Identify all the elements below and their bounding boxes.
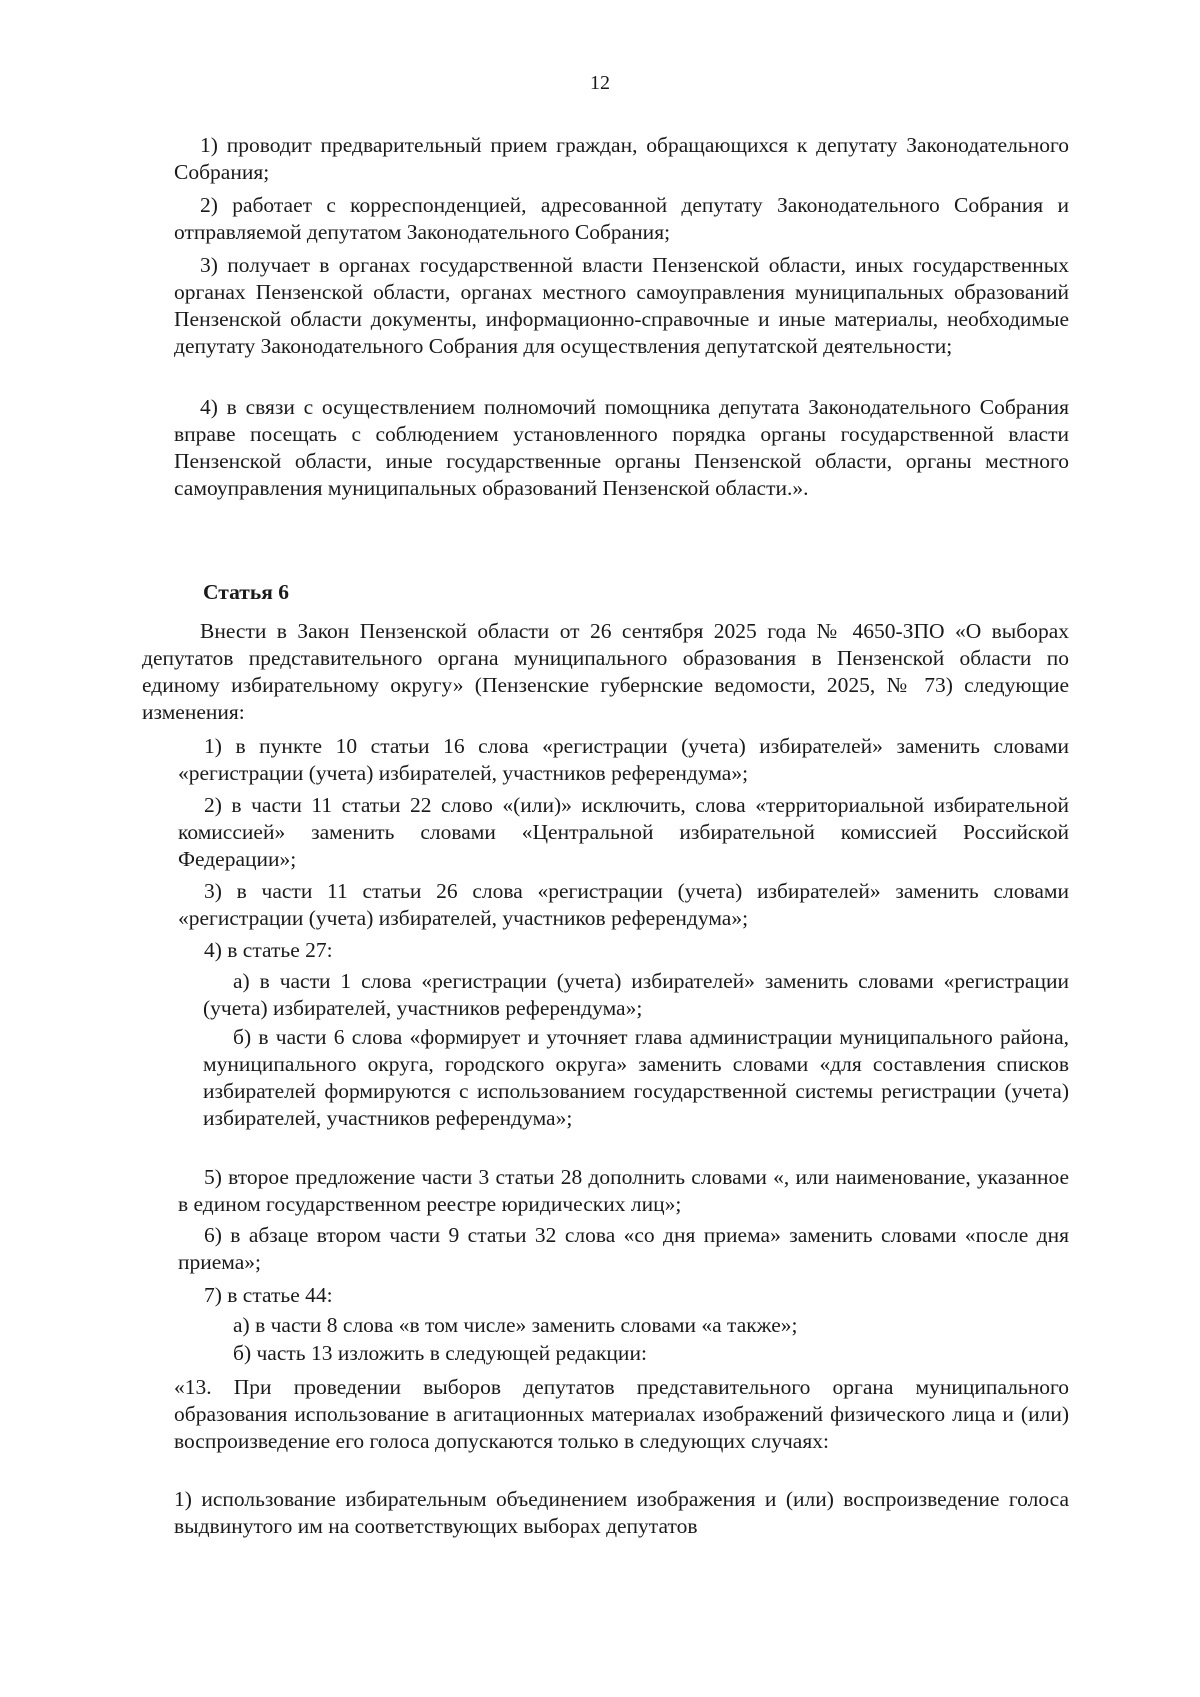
item-7a: а) в части 8 слова «в том числе» заменить словами «а также»; <box>233 1313 798 1337</box>
paragraph-2: 2) работает с корреспонденцией, адресованной депутату Законодательного Собрания и отправляемой депутатом Законодательного Собрания; <box>174 193 1069 244</box>
paragraph-3: 3) получает в органах государственной власти Пензенской области, иных государственных органах Пензенской области, органах местного самоуправления муниципальных образований Пензенской области документы, информационно-справочные и иные материалы, необходимые депутату Законодательного Собрания для осуществления депутатской деятельности; <box>174 253 1069 358</box>
item-6: 6) в абзаце втором части 9 статьи 32 слова «со дня приема» заменить словами «после дня приема»; <box>178 1223 1069 1274</box>
item-4b: б) в части 6 слова «формирует и уточняет глава администрации муниципального района, муниципального округа, городского округа» заменить словами «для составления списков избирателей формируются с использованием государственной системы регистрации (учета) избирателей, участников референдума»; <box>203 1025 1069 1130</box>
item-1: 1) в пункте 10 статьи 16 слова «регистрации (учета) избирателей» заменить словами «регистрации (учета) избирателей, участников референдума»; <box>178 734 1069 785</box>
quote-part-13-item-1: 1) использование избирательным объединением изображения и (или) воспроизведение голоса выдвинутого им на соответствующих выборах депутатов <box>174 1487 1069 1538</box>
quote-part-13: «13. При проведении выборов депутатов представительного органа муниципального образования использование в агитационных материалах изображений физического лица и (или) воспроизведение его голоса допускаются только в следующих случаях: <box>174 1375 1069 1453</box>
article-intro: Внести в Закон Пензенской области от 26 сентября 2025 года № 4650-ЗПО «О выборах депутатов представительного органа муниципального образования в Пензенской области по единому избирательному округу» (Пензенские губернские ведомости, 2025, № 73) следующие изменения: <box>142 619 1069 724</box>
item-7: 7) в статье 44: <box>204 1283 333 1307</box>
paragraph-1: 1) проводит предварительный прием граждан, обращающихся к депутату Законодательного Собрания; <box>174 133 1069 184</box>
page-number: 12 <box>590 72 610 94</box>
item-2: 2) в части 11 статьи 22 слово «(или)» исключить, слова «территориальной избирательной комиссией» заменить словами «Центральной избирательной комиссией Российской Федерации»; <box>178 793 1069 871</box>
paragraph-4: 4) в связи с осуществлением полномочий помощника депутата Законодательного Собрания вправе посещать с соблюдением установленного порядка органы государственной власти Пензенской области, иные государственные органы Пензенской области, органы местного самоуправления муниципальных образований Пензенской области.». <box>174 395 1069 500</box>
item-4: 4) в статье 27: <box>204 938 333 962</box>
item-4a: а) в части 1 слова «регистрации (учета) избирателей» заменить словами «регистрации (учета) избирателей, участников референдума»; <box>203 969 1069 1020</box>
item-7b: б) часть 13 изложить в следующей редакции: <box>233 1341 647 1365</box>
item-5: 5) второе предложение части 3 статьи 28 дополнить словами «, или наименование, указанное в едином государственном реестре юридических лиц»; <box>178 1165 1069 1216</box>
item-3: 3) в части 11 статьи 26 слова «регистрации (учета) избирателей» заменить словами «регистрации (учета) избирателей, участников референдума»; <box>178 879 1069 930</box>
article-heading: Статья 6 <box>203 580 289 604</box>
